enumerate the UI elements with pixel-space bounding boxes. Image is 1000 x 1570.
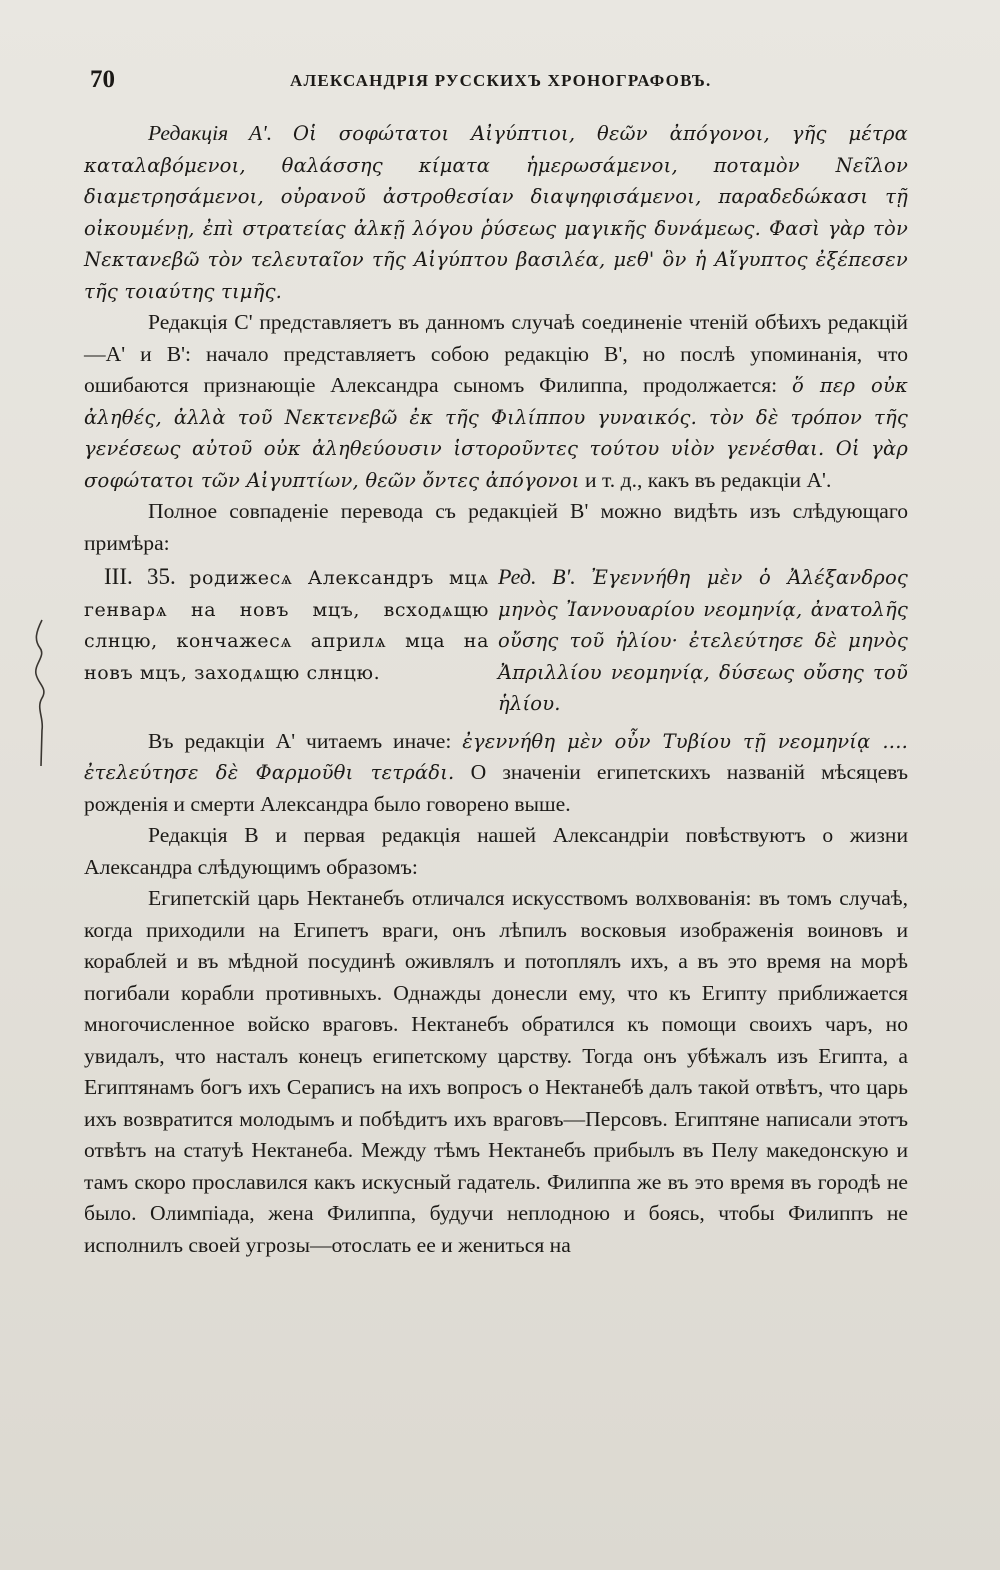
running-head: АЛЕКСАНДРІЯ РУССКИХЪ ХРОНОГРАФОВЪ. xyxy=(290,71,712,90)
slavonic-example xyxy=(84,561,489,689)
paragraph-text: Въ редакціи А' читаемъ иначе: xyxy=(148,728,452,753)
greek-quote: Οἱ σοφώτατοι Αἰγύπτιοι, θεῶν ἀπόγονοι, γῆς μέτρα καταλαβόμενοι, θαλάσσης κίματα ἡμερωσάμενοι, ποταμὸν Νεῖλον διαμετρησάμενοι, οὐρανοῦ ἀστροθεσίαν διαψηφισάμενοι, παραδεδώκασι τῇ οἰκουμένῃ, ἐπὶ στρατείας ἀλκῇ λόγου ῥύσεως μαγικῆς δυνάμεως. Φασὶ γὰρ τὸν Νεκτανεβῶ τὸν τελευταῖον τῆς Αἰγύπτου βασιλέα, μεθ' ὃν ἡ Αἴγυπτος ἐξέπεσεν τῆς τοιαύτης τιμῆς. xyxy=(84,122,908,303)
paragraph-text: О значеніи египетскихъ названій мѣсяцевъ рожденія и смерти Александра было говорено выше. xyxy=(84,760,909,816)
paragraph-intro-narrative: Редакція В и первая редакція нашей Александріи повѣствуютъ о жизни Александра слѣдующимъ образомъ: xyxy=(84,823,908,879)
page-number: 70 xyxy=(90,66,115,93)
redaction-label: Редакція А'. xyxy=(148,121,273,145)
greek-quote: ἐγεννήθη μὲν οὖν Τυβίου τῇ νεομηνίᾳ .... ἐτελεύτησε δὲ Φαρμοῦθι τετράδι. xyxy=(84,729,909,784)
paragraph-text: и т. д., какъ въ редакціи А'. xyxy=(585,467,832,492)
paragraph-redaction-a xyxy=(84,118,908,307)
greek-example xyxy=(498,561,908,720)
redaction-label: Ред. В'. xyxy=(498,564,576,589)
pencil-margin-mark xyxy=(28,618,58,768)
paragraph-comparison: Полное совпаденіе перевода съ редакціей В' можно видѣть изъ слѣдующаго примѣра: xyxy=(84,499,908,555)
parallel-example xyxy=(84,561,908,720)
page-header xyxy=(90,66,900,98)
slavonic-text: родижесѧ Александръ мцѧ генварѧ на новъ мцъ, всходѧщю слнцю, кончажесѧ априлѧ мца на новъ мцъ, заходѧщю слнцю. xyxy=(84,567,490,684)
paragraph-narrative: Египетскій царь Нектанебъ отличался искусствомъ волхвованія: въ томъ случаѣ, когда приходили на Египетъ враги, онъ лѣпилъ восковыя изображенія воиновъ и кораблей и въ мѣдной посудинѣ оживлялъ и потоплялъ ихъ, а въ это время на морѣ погибали корабли противныхъ. Однажды донесли ему, что къ Египту приближается многочисленное войско враговъ. Нектанебъ обратился къ помощи своихъ чаръ, но увидалъ, что насталъ конецъ египетскому царству. Тогда онъ убѣжалъ изъ Египта, а Египтянамъ богъ ихъ Сераписъ на ихъ вопросъ о Нектанебѣ далъ такой отвѣтъ, что царь ихъ возвратится молодымъ и побѣдитъ ихъ враговъ—Персовъ. Египтяне написали этотъ отвѣтъ на статуѣ Нектанеба. Между тѣмъ Нектанебъ прибылъ въ Пелу македонскую и тамъ скоро прославился какъ искусный гадатель. Филиппа же въ это время въ городѣ не было. Олимпіада, жена Филиппа, будучи неплодною и боясь, чтобы Филиппъ не исполнилъ своей угрозы—отослать ее и жениться на xyxy=(84,886,908,1257)
greek-text: Ἐγεννήθη μὲν ὁ Ἀλέξανδρος μηνὸς Ἰαννουαρίου νεομηνίᾳ, ἀνατολῆς οὔσης τοῦ ἡλίου· ἐτελεύτησε δὲ μηνὸς Ἀπριλλίου νεομηνίᾳ, δύσεως οὔσης τοῦ ἡλίου. xyxy=(498,566,909,715)
paragraph-redaction-c xyxy=(84,307,908,496)
page-body xyxy=(84,118,908,1261)
paragraph-redaction-a-variant xyxy=(84,726,908,821)
example-reference: III. 35. xyxy=(104,564,176,589)
paragraph-text: Редакція С' представляетъ въ данномъ случаѣ соединеніе чтеній обѣихъ редакцій—А' и В': начало представляетъ собою редакцію В', но послѣ упоминанія, что ошибаются признающіе Александра сыномъ Филиппа, продолжается: xyxy=(84,310,908,397)
greek-quote: ὅ περ οὐκ ἀληθές, ἀλλὰ τοῦ Νεκτενεβῶ ἐκ τῆς Φιλίππου γυναικός. τὸν δὲ τρόπον τῆς γενέσεως αὐτοῦ οὐκ ἀληθεύουσιν ἱστοροῦντες τούτου υἱὸν γενέσθαι. Οἱ γὰρ σοφώτατοι τῶν Αἰγυπτίων, θεῶν ὄντες ἀπόγονοι xyxy=(84,374,909,492)
